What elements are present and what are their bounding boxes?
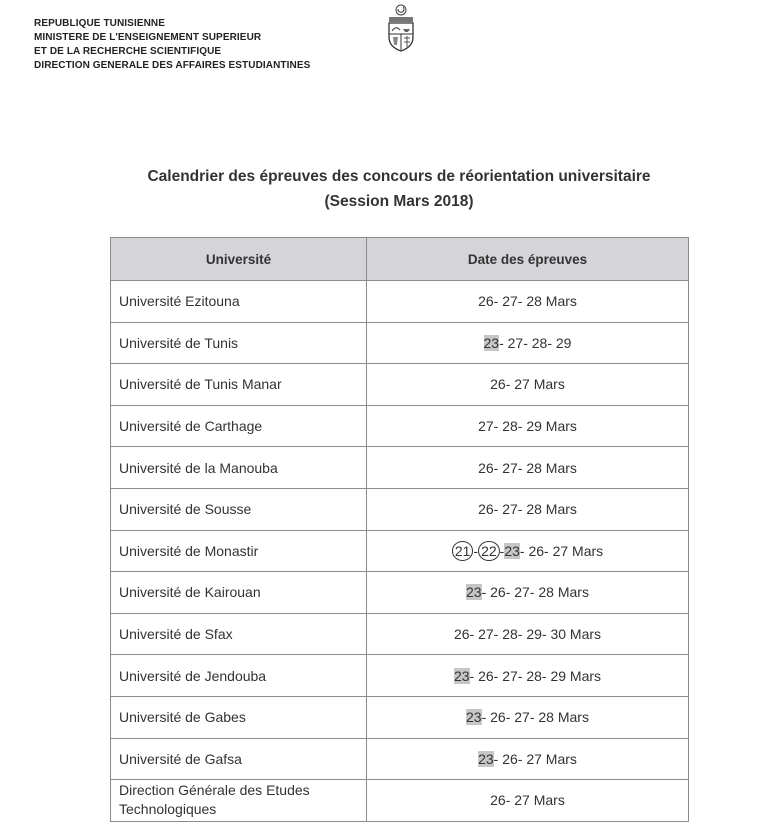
header-line: MINISTERE DE L'ENSEIGNEMENT SUPERIEUR <box>34 32 262 43</box>
highlighted-date: 23 <box>478 750 494 767</box>
title-line-1: Calendrier des épreuves des concours de réorientation universitaire <box>147 168 651 185</box>
column-header-university: Université <box>111 238 367 281</box>
table-row <box>111 322 689 364</box>
date-cell <box>367 780 689 822</box>
date-cell <box>367 447 689 489</box>
table-row <box>111 447 689 489</box>
highlighted-date: 23 <box>453 667 470 684</box>
header-line: ET DE LA RECHERCHE SCIENTIFIQUE <box>34 46 222 57</box>
date-cell <box>367 572 689 614</box>
date-text: 26- 27- 28 Mars <box>478 459 577 476</box>
title-line-2: (Session Mars 2018) <box>324 193 474 210</box>
tunisia-coat-of-arms-icon <box>382 3 420 53</box>
date-text: 26- 27 Mars <box>490 792 565 809</box>
date-text: - 26- 27 Mars <box>493 750 577 767</box>
date-cell <box>367 322 689 364</box>
university-cell: Université de Kairouan <box>111 572 367 614</box>
university-cell: Université de Sfax <box>111 613 367 655</box>
circled-date: 21 <box>452 541 474 561</box>
table-row <box>111 405 689 447</box>
table-row <box>111 696 689 738</box>
table-row <box>111 530 689 572</box>
university-cell: Université de Jendouba <box>111 655 367 697</box>
date-cell <box>367 405 689 447</box>
column-header-date: Date des épreuves <box>367 238 689 281</box>
date-cell <box>367 655 689 697</box>
university-cell: Université de Sousse <box>111 488 367 530</box>
table-row <box>111 655 689 697</box>
header-line: DIRECTION GENERALE DES AFFAIRES ESTUDIANTINES <box>34 60 311 71</box>
ministry-header <box>34 17 310 73</box>
university-cell: Université de la Manouba <box>111 447 367 489</box>
table-row <box>111 738 689 780</box>
university-cell: Université Ezitouna <box>111 281 367 323</box>
table-body <box>111 281 689 822</box>
table-row <box>111 488 689 530</box>
date-cell <box>367 530 689 572</box>
date-text: 26- 27 Mars <box>490 376 565 393</box>
date-text: - <box>499 542 505 559</box>
date-cell <box>367 696 689 738</box>
university-cell: Université de Gafsa <box>111 738 367 780</box>
university-cell: Direction Générale des Etudes Technologiques <box>111 780 367 822</box>
highlighted-date: 23 <box>483 334 500 351</box>
table-row <box>111 281 689 323</box>
page-title <box>110 164 688 214</box>
date-text: - 27- 28- 29 <box>499 334 572 351</box>
date-cell <box>367 364 689 406</box>
date-text: 26- 27- 28 Mars <box>478 293 577 310</box>
date-text: 27- 28- 29 Mars <box>478 418 577 435</box>
date-text: 26- 27- 28 Mars <box>478 501 577 518</box>
date-cell <box>367 488 689 530</box>
highlighted-date: 23 <box>504 542 520 559</box>
date-cell <box>367 738 689 780</box>
date-cell <box>367 281 689 323</box>
circled-date: 22 <box>478 541 500 561</box>
table-row <box>111 364 689 406</box>
date-text: - 26- 27- 28 Mars <box>481 584 589 601</box>
exam-calendar-table <box>110 237 689 822</box>
table-row <box>111 572 689 614</box>
highlighted-date: 23 <box>466 709 482 726</box>
date-text: - 26- 27 Mars <box>519 542 604 559</box>
university-cell: Université de Gabes <box>111 696 367 738</box>
date-text: - 26- 27- 28- 29 Mars <box>469 667 602 684</box>
university-cell: Université de Tunis <box>111 322 367 364</box>
table-row <box>111 613 689 655</box>
university-cell: Université de Carthage <box>111 405 367 447</box>
table-header-row <box>111 238 689 281</box>
date-cell <box>367 613 689 655</box>
university-cell: Université de Tunis Manar <box>111 364 367 406</box>
table-row <box>111 780 689 822</box>
university-cell: Université de Monastir <box>111 530 367 572</box>
date-text: 26- 27- 28- 29- 30 Mars <box>453 626 602 643</box>
date-text: - 26- 27- 28 Mars <box>481 709 589 726</box>
date-text: - <box>473 542 479 559</box>
highlighted-date: 23 <box>466 584 482 601</box>
header-line: REPUBLIQUE TUNISIENNE <box>34 18 166 29</box>
